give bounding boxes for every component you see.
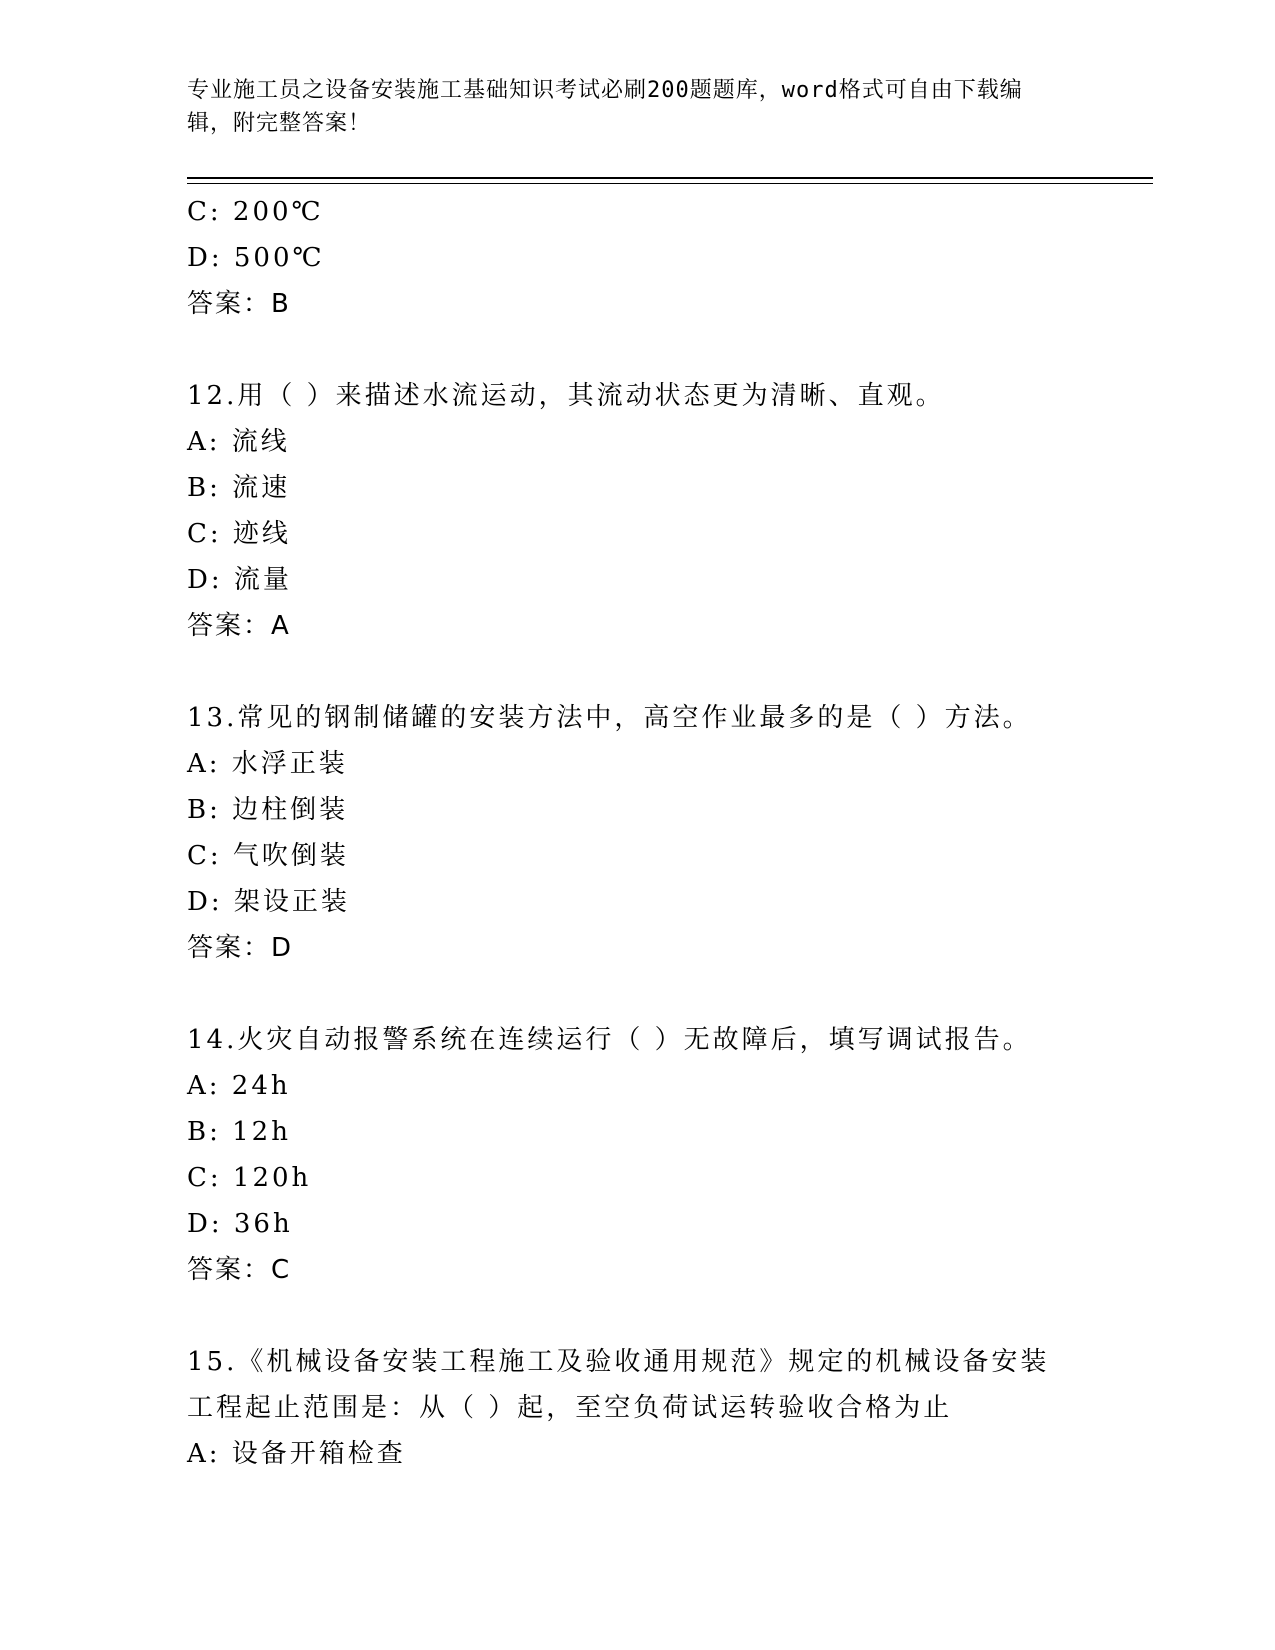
question-text: 13.常见的钢制储罐的安装方法中，高空作业最多的是（ ）方法。	[187, 703, 1032, 733]
spacer	[187, 1293, 1087, 1339]
spacer	[187, 649, 1087, 695]
question-block-13	[187, 695, 1087, 971]
option-c: C: 200℃	[187, 197, 324, 227]
header-rule-thin	[187, 183, 1153, 184]
header-title: 专业施工员之设备安装施工基础知识考试必刷200题题库，word格式可自由下载编辑，附完整答案！	[187, 78, 1023, 136]
option-a: A: 设备开箱检查	[187, 1439, 406, 1469]
option-b: B: 边柱倒装	[187, 795, 349, 825]
option-d: D: 500℃	[187, 243, 325, 273]
option-c: C: 120h	[187, 1163, 312, 1193]
option-a: A: 流线	[187, 427, 290, 457]
answer-line: 答案：D	[187, 933, 294, 963]
answer-line: 答案：C	[187, 1255, 292, 1285]
option-d: D: 架设正装	[187, 887, 350, 917]
question-text: 14.火灾自动报警系统在连续运行（ ）无故障后，填写调试报告。	[187, 1025, 1032, 1055]
question-block-15	[187, 1339, 1087, 1477]
spacer	[187, 327, 1087, 373]
question-text: 12.用（ ）来描述水流运动，其流动状态更为清晰、直观。	[187, 381, 945, 411]
option-a: A: 水浮正装	[187, 749, 348, 779]
option-b: B: 12h	[187, 1117, 291, 1147]
header-rule-thick	[187, 177, 1153, 179]
answer-line: 答案：B	[187, 289, 291, 319]
option-c: C: 气吹倒装	[187, 841, 349, 871]
option-a: A: 24h	[187, 1071, 291, 1101]
option-c: C: 迹线	[187, 519, 291, 549]
document-header	[187, 74, 1067, 140]
question-list	[187, 189, 1087, 1477]
option-d: D: 流量	[187, 565, 292, 595]
option-b: B: 流速	[187, 473, 291, 503]
option-d: D: 36h	[187, 1209, 293, 1239]
answer-line: 答案：A	[187, 611, 291, 641]
question-block-12	[187, 373, 1087, 649]
question-block-14	[187, 1017, 1087, 1293]
question-block-prev	[187, 189, 1087, 327]
spacer	[187, 971, 1087, 1017]
question-text: 15.《机械设备安装工程施工及验收通用规范》规定的机械设备安装工程起止范围是：从（ ）起，至空负荷试运转验收合格为止	[187, 1347, 1050, 1423]
